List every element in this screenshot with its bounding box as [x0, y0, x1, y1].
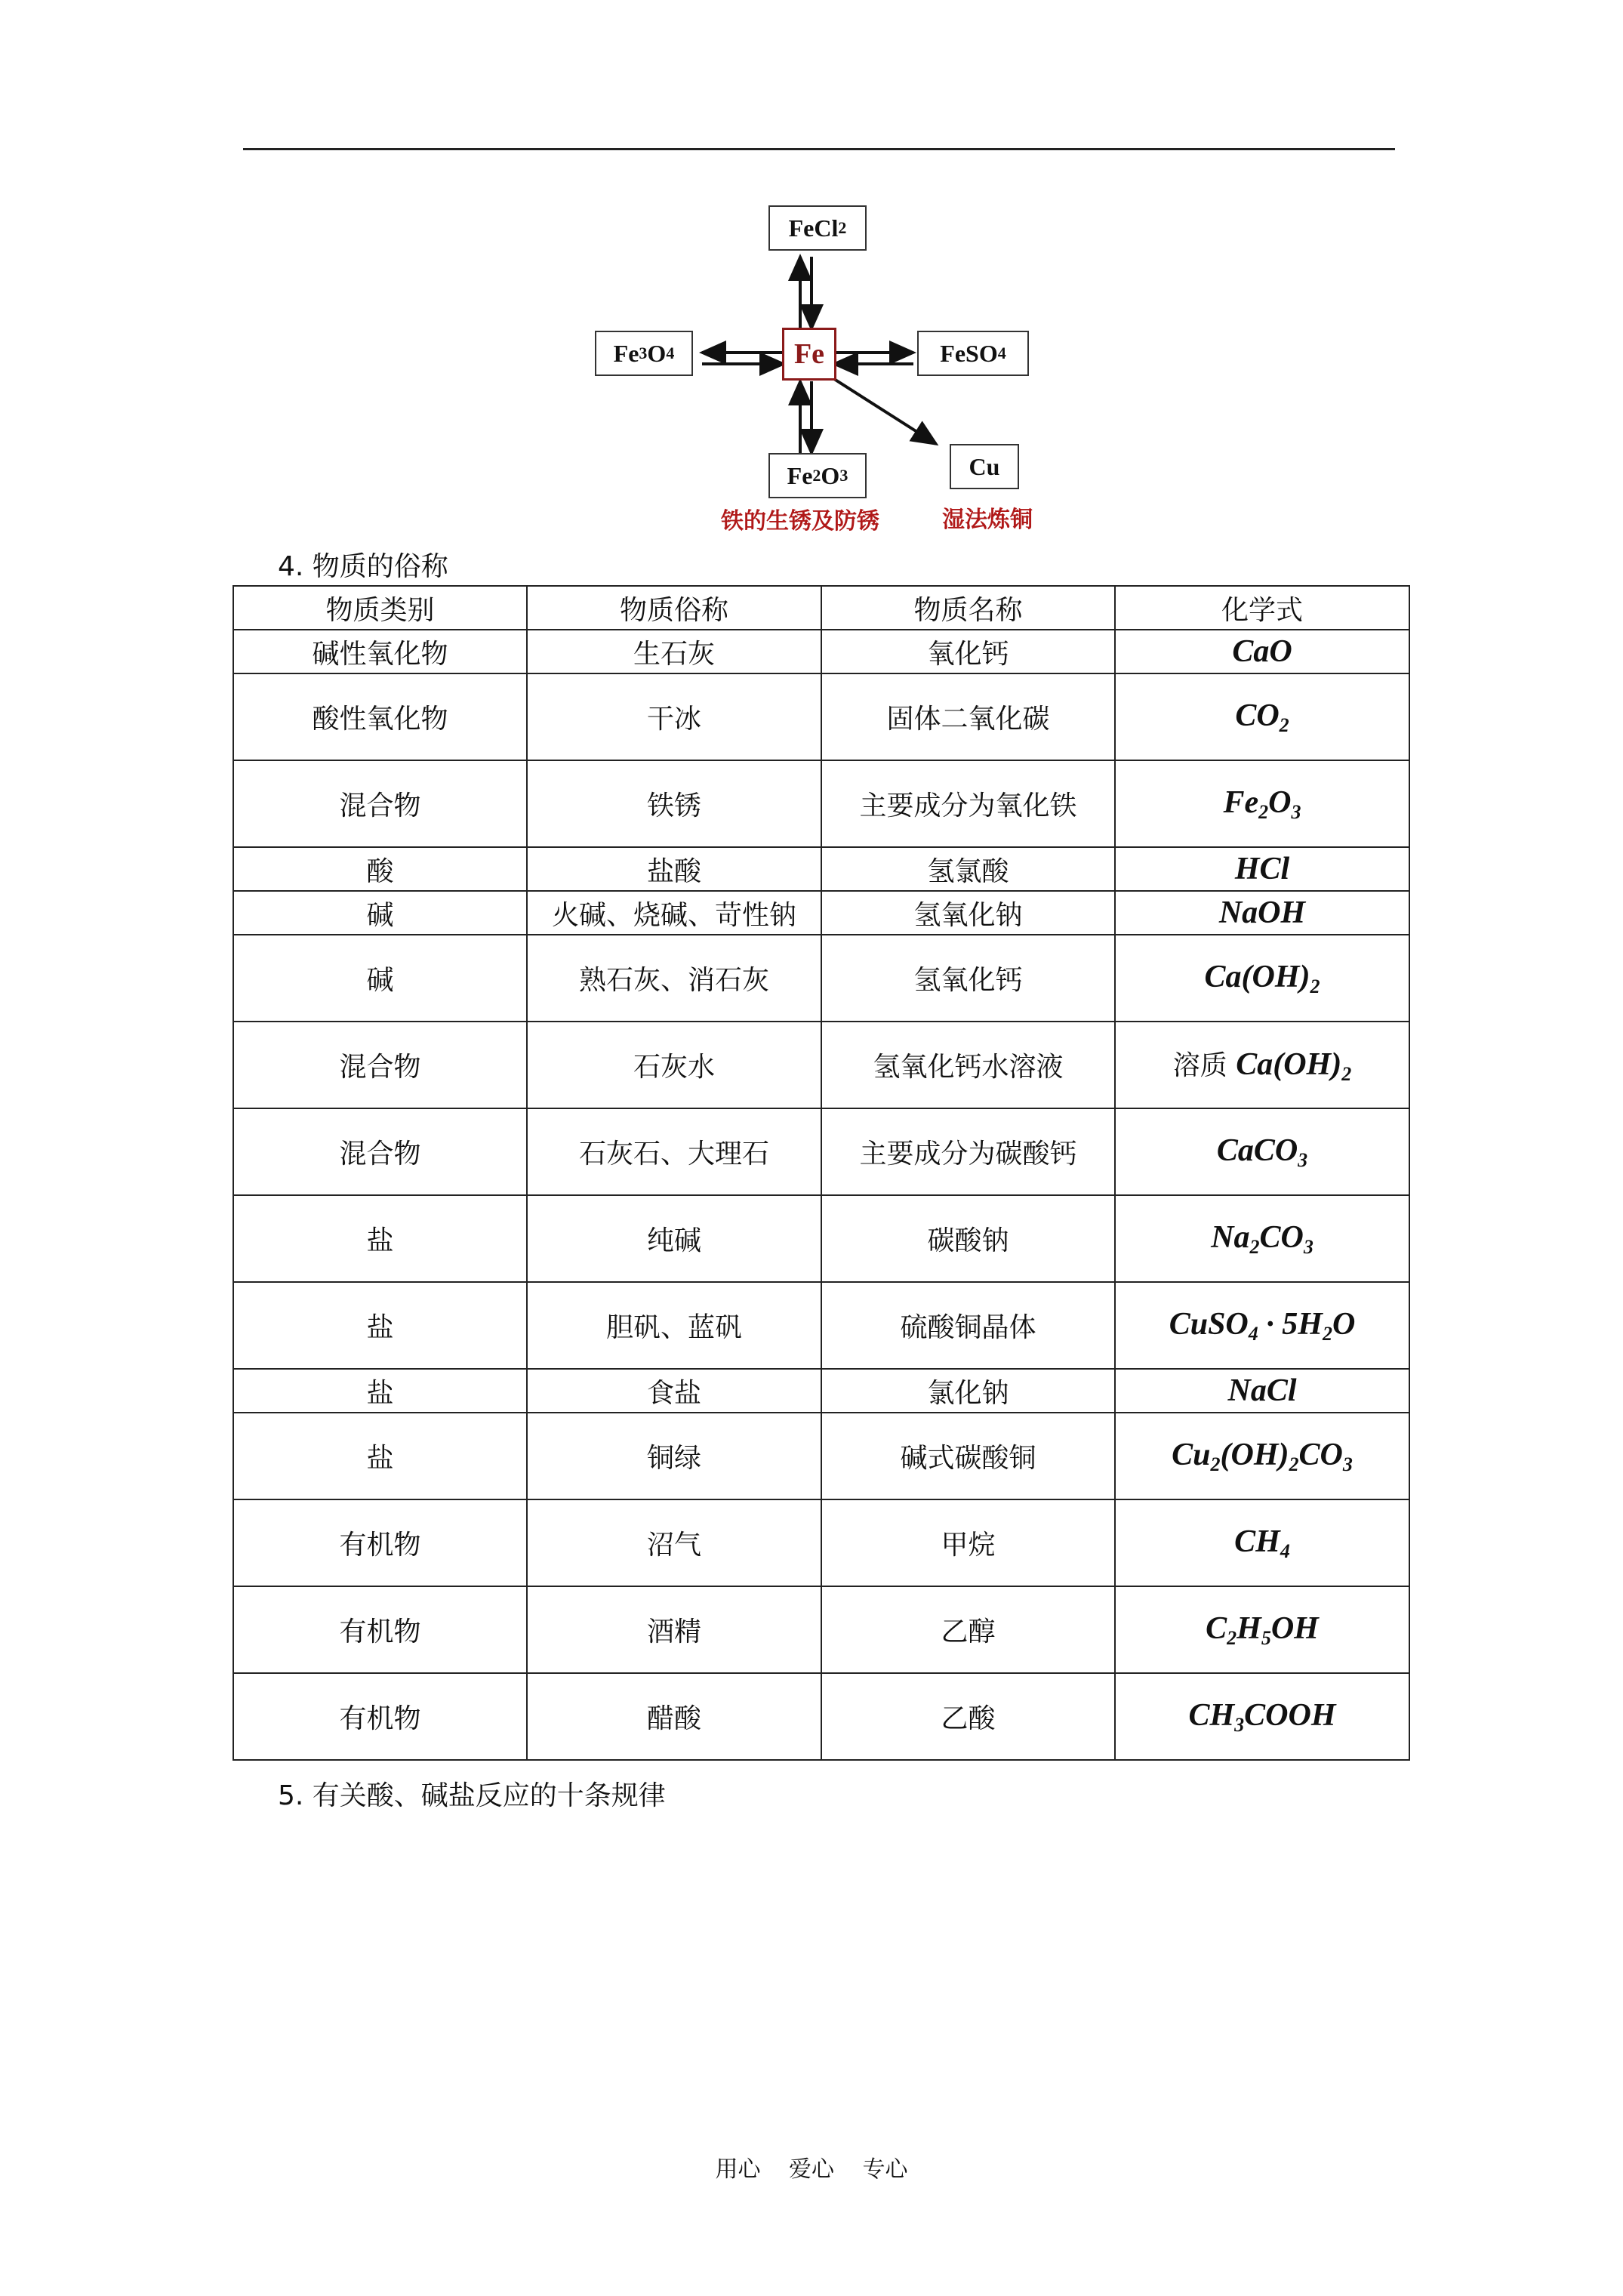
formula-subscript: 5: [1261, 1626, 1271, 1649]
cell-common: 胆矾、蓝矾: [527, 1282, 821, 1369]
cell-name: 乙醇: [821, 1586, 1115, 1673]
fe2o3-box: [768, 453, 867, 498]
section-5-heading: 5. 有关酸、碱盐反应的十条规律: [278, 1780, 666, 1811]
cell-common: 火碱、烧碱、苛性钠: [527, 891, 821, 935]
formula-part: CO: [1259, 1219, 1304, 1255]
formula-part: C: [1206, 1610, 1227, 1646]
table-row: [233, 1586, 1409, 1673]
formula-part: O: [1268, 784, 1292, 820]
cell-category: 盐: [233, 1195, 527, 1282]
cell-formula: [1115, 1413, 1409, 1499]
formula-subscript: 3: [1291, 800, 1301, 823]
cell-category: 有机物: [233, 1499, 527, 1586]
formula-part: Fe: [1223, 784, 1259, 820]
formula-subscript: 2: [1249, 1235, 1260, 1258]
formula-part: CuSO: [1169, 1306, 1249, 1342]
table-row: [233, 1499, 1409, 1586]
formula-subscript: 2: [1322, 1322, 1332, 1345]
cell-common: 铜绿: [527, 1413, 821, 1499]
cell-name: 氢氧化钙: [821, 935, 1115, 1022]
formula-subscript: 3: [1234, 1713, 1245, 1736]
formula-part: CO: [1235, 698, 1280, 733]
formula-subscript: 4: [1280, 1539, 1290, 1562]
formula-part: HCl: [1234, 852, 1290, 886]
cell-category: 混合物: [233, 760, 527, 847]
formula-part: H: [1236, 1610, 1261, 1646]
formula-subscript: 4: [1248, 1322, 1258, 1345]
formula-part: CH: [1234, 1524, 1280, 1559]
cell-name: 碱式碳酸铜: [821, 1413, 1115, 1499]
cell-common: 石灰石、大理石: [527, 1108, 821, 1195]
formula-part: COOH: [1244, 1697, 1336, 1733]
formula-part: CaO: [1232, 634, 1292, 669]
formula-part: · 5H: [1258, 1306, 1323, 1342]
cell-name: 乙酸: [821, 1673, 1115, 1760]
cell-name: 硫酸铜晶体: [821, 1282, 1115, 1369]
cell-name: 固体二氧化碳: [821, 673, 1115, 760]
cell-common: 石灰水: [527, 1022, 821, 1108]
fe3o4-sub1: 3: [639, 344, 648, 362]
fe2o3-part1: Fe: [787, 461, 813, 489]
rust-caption: 铁的生锈及防锈: [721, 508, 879, 535]
formula-subscript: 2: [1341, 1063, 1352, 1085]
formula-subscript: 3: [1342, 1453, 1353, 1475]
formula-subscript: 2: [1279, 713, 1289, 736]
table-row: [233, 935, 1409, 1022]
cell-formula: [1115, 760, 1409, 847]
formula-subscript: 2: [1210, 1453, 1221, 1475]
formula-part: OH: [1270, 1610, 1319, 1646]
formula-part: CaCO: [1216, 1133, 1298, 1168]
cell-category: 盐: [233, 1282, 527, 1369]
formula-subscript: 2: [1227, 1626, 1237, 1649]
feso4-box: [917, 331, 1029, 376]
header-rule: [243, 148, 1395, 150]
table-row: [233, 760, 1409, 847]
formula-part: NaOH: [1218, 895, 1306, 930]
cell-category: 有机物: [233, 1586, 527, 1673]
cell-name: 主要成分为碳酸钙: [821, 1108, 1115, 1195]
formula-subscript: 2: [1258, 800, 1269, 823]
fe-center-label: Fe: [793, 338, 825, 370]
fe3o4-part2: O: [647, 339, 667, 367]
cell-formula: [1115, 1022, 1409, 1108]
cell-category: 碱性氧化物: [233, 630, 527, 673]
table-row: [233, 1022, 1409, 1108]
cell-formula: [1115, 1282, 1409, 1369]
cell-name: 氢氧化钠: [821, 891, 1115, 935]
fe2o3-sub2: 3: [839, 466, 848, 485]
cell-common: 酒精: [527, 1586, 821, 1673]
table-header-row: [233, 586, 1409, 630]
fe3o4-part1: Fe: [613, 339, 639, 367]
feso4-sub: 4: [997, 344, 1006, 362]
cell-category: 酸性氧化物: [233, 673, 527, 760]
cell-formula: [1115, 1499, 1409, 1586]
formula-part: CH: [1188, 1697, 1235, 1733]
formula-part: NaCl: [1227, 1373, 1297, 1408]
fe3o4-box: [595, 331, 693, 376]
fecl2-box: [768, 205, 867, 251]
cell-name: 碳酸钠: [821, 1195, 1115, 1282]
header-category: 物质类别: [233, 586, 527, 630]
formula-part: CO: [1298, 1437, 1343, 1472]
cu-box: [950, 444, 1019, 489]
cell-common: 熟石灰、消石灰: [527, 935, 821, 1022]
cell-common: 铁锈: [527, 760, 821, 847]
header-formula: 化学式: [1115, 586, 1409, 630]
cell-formula: [1115, 1195, 1409, 1282]
table-row: [233, 1369, 1409, 1413]
fecl2-main: FeCl: [788, 214, 839, 242]
table-row: [233, 1195, 1409, 1282]
cell-category: 有机物: [233, 1673, 527, 1760]
fe3o4-sub2: 4: [666, 344, 675, 362]
formula-subscript: 3: [1303, 1235, 1313, 1258]
cell-category: 碱: [233, 891, 527, 935]
formula-prefix: 溶质: [1172, 1050, 1236, 1081]
cell-formula: [1115, 1586, 1409, 1673]
cell-category: 碱: [233, 935, 527, 1022]
fe2o3-sub1: 2: [812, 466, 821, 485]
copper-caption: 湿法炼铜: [942, 507, 1033, 533]
formula-part: Cu: [1172, 1437, 1211, 1472]
cell-formula: [1115, 630, 1409, 673]
cell-common: 沼气: [527, 1499, 821, 1586]
cell-formula: [1115, 891, 1409, 935]
formula-part: Na: [1211, 1219, 1250, 1255]
formula-part: O: [1332, 1306, 1356, 1342]
cell-category: 混合物: [233, 1022, 527, 1108]
cell-category: 酸: [233, 847, 527, 891]
formula-subscript: 3: [1298, 1148, 1308, 1171]
cell-name: 氧化钙: [821, 630, 1115, 673]
table-row: [233, 1413, 1409, 1499]
cu-label: Cu: [969, 452, 1000, 480]
table-row: [233, 1673, 1409, 1760]
cell-formula: [1115, 1369, 1409, 1413]
substance-names-table: [233, 585, 1410, 1761]
table-body: [233, 630, 1409, 1760]
iron-reaction-diagram: [581, 204, 1079, 551]
table-row: [233, 1108, 1409, 1195]
feso4-main: FeSO: [940, 339, 998, 367]
formula-part: (OH): [1220, 1437, 1289, 1472]
cell-formula: [1115, 847, 1409, 891]
table-row: [233, 1282, 1409, 1369]
formula-subscript: 2: [1289, 1453, 1299, 1475]
formula-part: Ca(OH): [1236, 1047, 1342, 1082]
cell-name: 氢氧化钙水溶液: [821, 1022, 1115, 1108]
cell-name: 氢氯酸: [821, 847, 1115, 891]
cell-name: 甲烷: [821, 1499, 1115, 1586]
fecl2-sub: 2: [838, 218, 847, 237]
cell-common: 食盐: [527, 1369, 821, 1413]
page-footer: 用心 爱心 专心: [715, 2156, 908, 2183]
table-row: [233, 847, 1409, 891]
formula-part: Ca(OH): [1204, 959, 1310, 994]
table-row: [233, 891, 1409, 935]
cell-category: 混合物: [233, 1108, 527, 1195]
cell-formula: [1115, 1108, 1409, 1195]
cell-name: 主要成分为氧化铁: [821, 760, 1115, 847]
cell-common: 干冰: [527, 673, 821, 760]
cell-formula: [1115, 673, 1409, 760]
cell-name: 氯化钠: [821, 1369, 1115, 1413]
cell-common: 醋酸: [527, 1673, 821, 1760]
header-substance-name: 物质名称: [821, 586, 1115, 630]
table-row: [233, 630, 1409, 673]
cell-common: 盐酸: [527, 847, 821, 891]
cell-category: 盐: [233, 1369, 527, 1413]
section-4-heading: 4. 物质的俗称: [278, 551, 448, 582]
cell-category: 盐: [233, 1413, 527, 1499]
fe2o3-part2: O: [821, 461, 840, 489]
cell-common: 生石灰: [527, 630, 821, 673]
cell-formula: [1115, 1673, 1409, 1760]
fe-center-box: [782, 328, 836, 381]
cell-common: 纯碱: [527, 1195, 821, 1282]
formula-subscript: 2: [1310, 975, 1320, 997]
cell-formula: [1115, 935, 1409, 1022]
header-common-name: 物质俗称: [527, 586, 821, 630]
table-row: [233, 673, 1409, 760]
